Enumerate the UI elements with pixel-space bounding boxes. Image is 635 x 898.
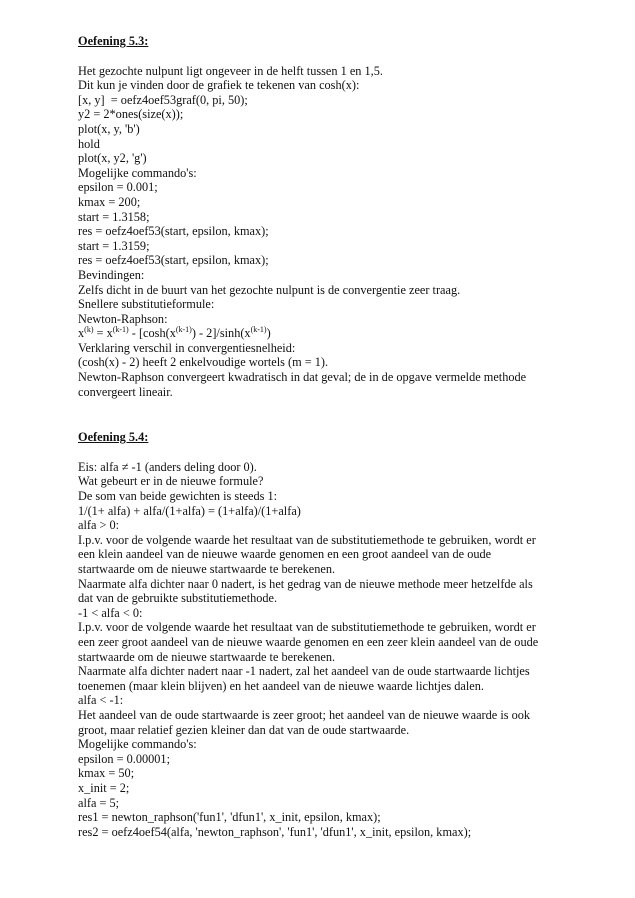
text-line: alfa > 0: — [78, 518, 120, 533]
document-page — [78, 34, 578, 839]
text-line: Newton-Raphson convergeert kwadratisch in dat geval; de in de opgave vermelde methode — [78, 370, 527, 385]
text-line: alfa < -1: — [78, 693, 124, 708]
formula-superscript: (k-1) — [250, 325, 267, 335]
code-line: kmax = 50; — [78, 766, 135, 781]
text-line: Naarmate alfa dichter nadert naar -1 nadert, zal het aandeel van de oude startwaarde lichtjes — [78, 664, 530, 679]
code-line: start = 1.3159; — [78, 238, 150, 253]
formula-part: ) - 2]/sinh(x — [191, 326, 251, 341]
text-line: I.p.v. voor de volgende waarde het resultaat van de substitutiemethode te gebruiken, wordt er — [78, 532, 536, 547]
newton-raphson-formula — [78, 326, 578, 341]
section-5-3-body — [78, 64, 578, 400]
formula-superscript: (k-1) — [175, 325, 192, 335]
text-line: dat van de gebruikte substitutiemethode. — [78, 591, 278, 606]
formula-superscript: (k-1) — [112, 325, 129, 335]
text-line: Mogelijke commando's: — [78, 165, 197, 180]
spacer — [78, 445, 578, 460]
code-line: hold — [78, 136, 100, 151]
heading-oefening-5-4: Oefening 5.4: — [78, 430, 149, 445]
formula-part: x — [78, 326, 85, 341]
text-line: (cosh(x) - 2) heeft 2 enkelvoudige wortels (m = 1). — [78, 355, 329, 370]
code-line: epsilon = 0.001; — [78, 180, 158, 195]
spacer — [78, 49, 578, 64]
code-line: res = oefz4oef53(start, epsilon, kmax); — [78, 253, 269, 268]
code-line: epsilon = 0.00001; — [78, 751, 170, 766]
text-line: Mogelijke commando's: — [78, 737, 197, 752]
formula-part: ) — [266, 326, 271, 341]
code-line: [x, y] = oefz4oef53graf(0, pi, 50); — [78, 92, 248, 107]
text-line: Dit kun je vinden door de grafiek te tekenen van cosh(x): — [78, 78, 360, 93]
text-line: groot, maar relatief gezien kleiner dan dat van de oude startwaarde. — [78, 722, 410, 737]
code-line: kmax = 200; — [78, 194, 141, 209]
text-line: convergeert lineair. — [78, 384, 173, 399]
text-line: een klein aandeel van de nieuwe waarde genomen en een groot aandeel van de oude — [78, 547, 492, 562]
text-line: Het gezochte nulpunt ligt ongeveer in de helft tussen 1 en 1,5. — [78, 63, 383, 78]
formula-part: - [cosh(x — [128, 326, 176, 341]
text-line: 1/(1+ alfa) + alfa/(1+alfa) = (1+alfa)/(1+alfa) — [78, 503, 301, 518]
text-line: startwaarde om de nieuwe startwaarde te berekenen. — [78, 562, 336, 576]
text-line: toenemen (maar klein blijven) en het aandeel van de nieuwe waarde lichtjes dalen. — [78, 678, 484, 693]
text-line: Het aandeel van de oude startwaarde is zeer groot; het aandeel van de nieuwe waarde is ook — [78, 707, 531, 722]
text-line: Naarmate alfa dichter naar 0 nadert, is het gedrag van de nieuwe methode meer hetzelfde als — [78, 576, 533, 591]
text-line: Verklaring verschil in convergentiesnelheid: — [78, 340, 296, 355]
text-line: startwaarde om de nieuwe startwaarde te berekenen. — [78, 649, 336, 664]
code-line: x_init = 2; — [78, 780, 130, 795]
text-line: Wat gebeurt er in de nieuwe formule? — [78, 474, 264, 489]
code-line: y2 = 2*ones(size(x)); — [78, 107, 184, 122]
heading-oefening-5-3: Oefening 5.3: — [78, 34, 149, 48]
text-line: Eis: alfa ≠ -1 (anders deling door 0). — [78, 459, 257, 474]
code-line: start = 1.3158; — [78, 209, 150, 224]
text-line: Zelfs dicht in de buurt van het gezochte nulpunt is de convergentie zeer traag. — [78, 282, 461, 297]
code-line: res1 = newton_raphson('fun1', 'dfun1', x_init, epsilon, kmax); — [78, 810, 381, 825]
spacer — [78, 399, 578, 430]
text-line: Bevindingen: — [78, 267, 145, 282]
code-line: res2 = oefz4oef54(alfa, 'newton_raphson', 'fun1', 'dfun1', x_init, epsilon, kmax); — [78, 824, 472, 839]
text-line: I.p.v. voor de volgende waarde het resultaat van de substitutiemethode te gebruiken, wordt er — [78, 620, 536, 635]
text-line: Newton-Raphson: — [78, 311, 168, 326]
code-line: res = oefz4oef53(start, epsilon, kmax); — [78, 224, 269, 239]
text-line: -1 < alfa < 0: — [78, 605, 143, 620]
code-line: plot(x, y, 'b') — [78, 121, 140, 136]
code-line: alfa = 5; — [78, 795, 120, 810]
text-line: De som van beide gewichten is steeds 1: — [78, 489, 278, 504]
text-line: een zeer groot aandeel van de nieuwe waarde genomen en een zeer klein aandeel van de oude — [78, 634, 539, 649]
code-line: plot(x, y2, 'g') — [78, 151, 147, 166]
section-5-4-body — [78, 460, 578, 839]
text-line: Snellere substitutieformule: — [78, 297, 215, 312]
formula-part: = x — [93, 326, 113, 341]
formula-superscript: (k) — [84, 325, 94, 335]
